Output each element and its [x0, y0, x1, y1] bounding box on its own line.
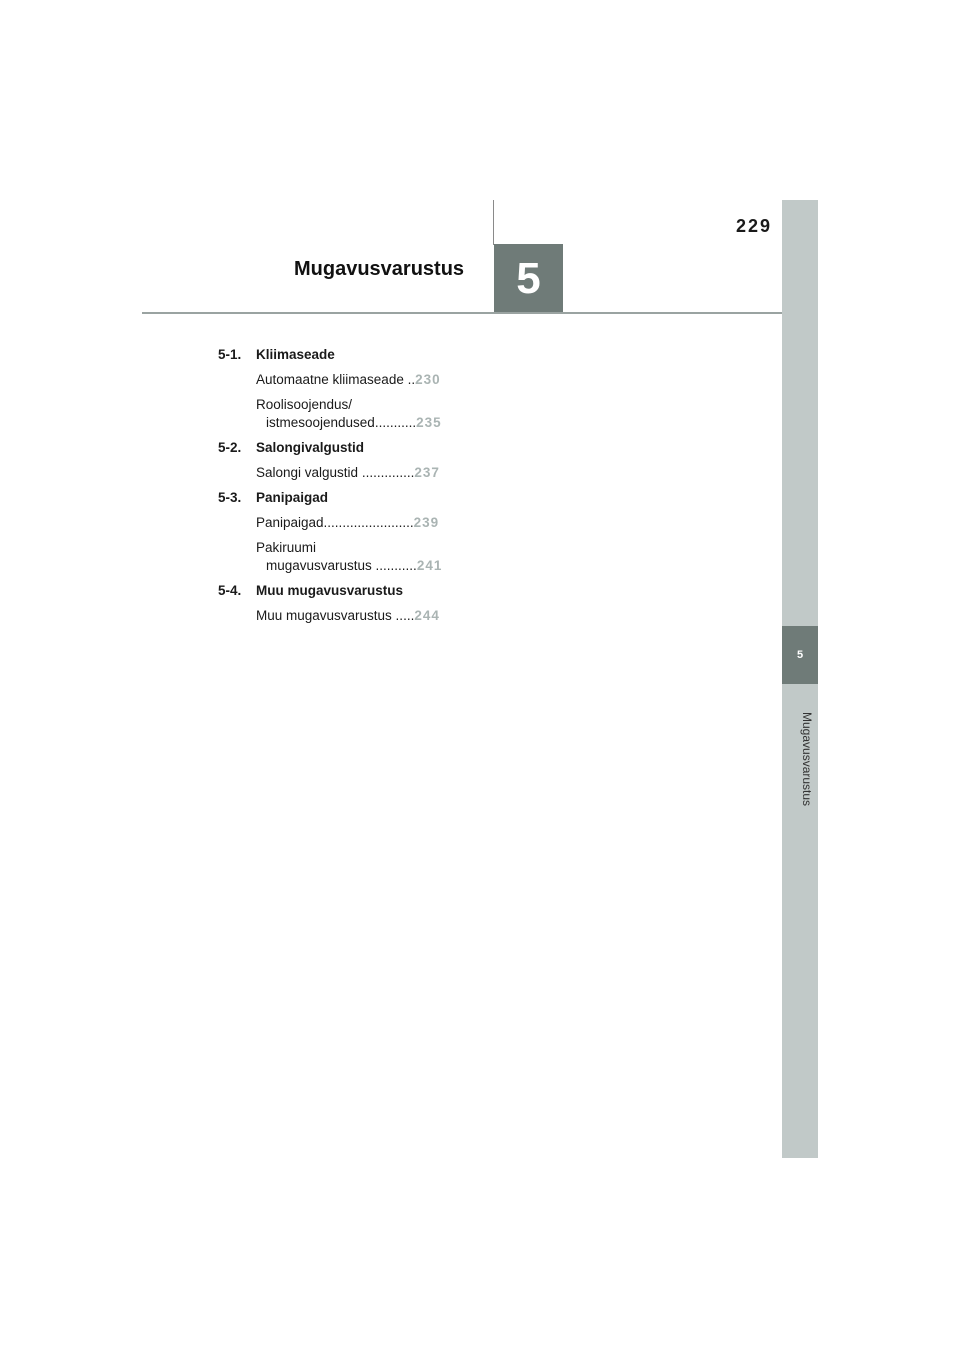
header-divider [493, 200, 494, 245]
toc-section-title: Salongivalgustid [256, 440, 365, 455]
toc-section-number: 5-3. [218, 490, 242, 505]
side-tab-label: Mugavusvarustus [800, 711, 814, 807]
toc-entry-title: Pakiruumi [256, 540, 317, 555]
toc-entry-page[interactable]: 235 [416, 415, 442, 430]
toc-section-heading[interactable] [218, 346, 468, 364]
toc-entry[interactable] [218, 539, 468, 575]
toc-entry-title: Panipaigad........................ [256, 515, 414, 530]
toc-entry-title-cont: mugavusvarustus ........... [266, 558, 417, 573]
toc-entry-title: Automaatne kliimaseade .. [256, 372, 416, 387]
toc-section-title: Muu mugavusvarustus [256, 583, 404, 598]
toc-entry-page[interactable]: 241 [416, 558, 443, 573]
toc-entry-title: Salongi valgustid .............. [256, 465, 415, 480]
toc-entry[interactable] [218, 396, 468, 432]
toc-entry-page[interactable]: 237 [414, 465, 440, 480]
toc-entry[interactable] [218, 514, 468, 532]
toc-entry-page[interactable]: 239 [413, 515, 440, 530]
toc-entry-title: Muu mugavusvarustus ..... [256, 608, 415, 623]
toc-entry-title-cont: istmesoojendused........... [266, 415, 417, 430]
side-tab-number[interactable]: 5 [782, 626, 818, 684]
header-rule [142, 312, 782, 314]
chapter-title: Mugavusvarustus [294, 258, 465, 280]
toc-entry-page[interactable]: 230 [415, 372, 441, 387]
toc-section-number: 5-2. [218, 440, 242, 455]
table-of-contents [218, 346, 468, 632]
toc-entry[interactable] [218, 371, 468, 389]
chapter-number-box: 5 [494, 244, 563, 313]
toc-section-heading[interactable] [218, 489, 468, 507]
toc-entry[interactable] [218, 607, 468, 625]
toc-entry-page[interactable]: 244 [414, 608, 440, 623]
toc-section-title: Kliimaseade [256, 347, 335, 362]
toc-section-heading[interactable] [218, 439, 468, 457]
page-number: 229 [735, 216, 772, 236]
toc-entry-title: Roolisoojendus/ [256, 397, 353, 412]
toc-section-title: Panipaigad [256, 490, 329, 505]
toc-section-number: 5-4. [218, 583, 242, 598]
toc-section-number: 5-1. [218, 347, 242, 362]
toc-entry[interactable] [218, 464, 468, 482]
toc-section-heading[interactable] [218, 582, 468, 600]
